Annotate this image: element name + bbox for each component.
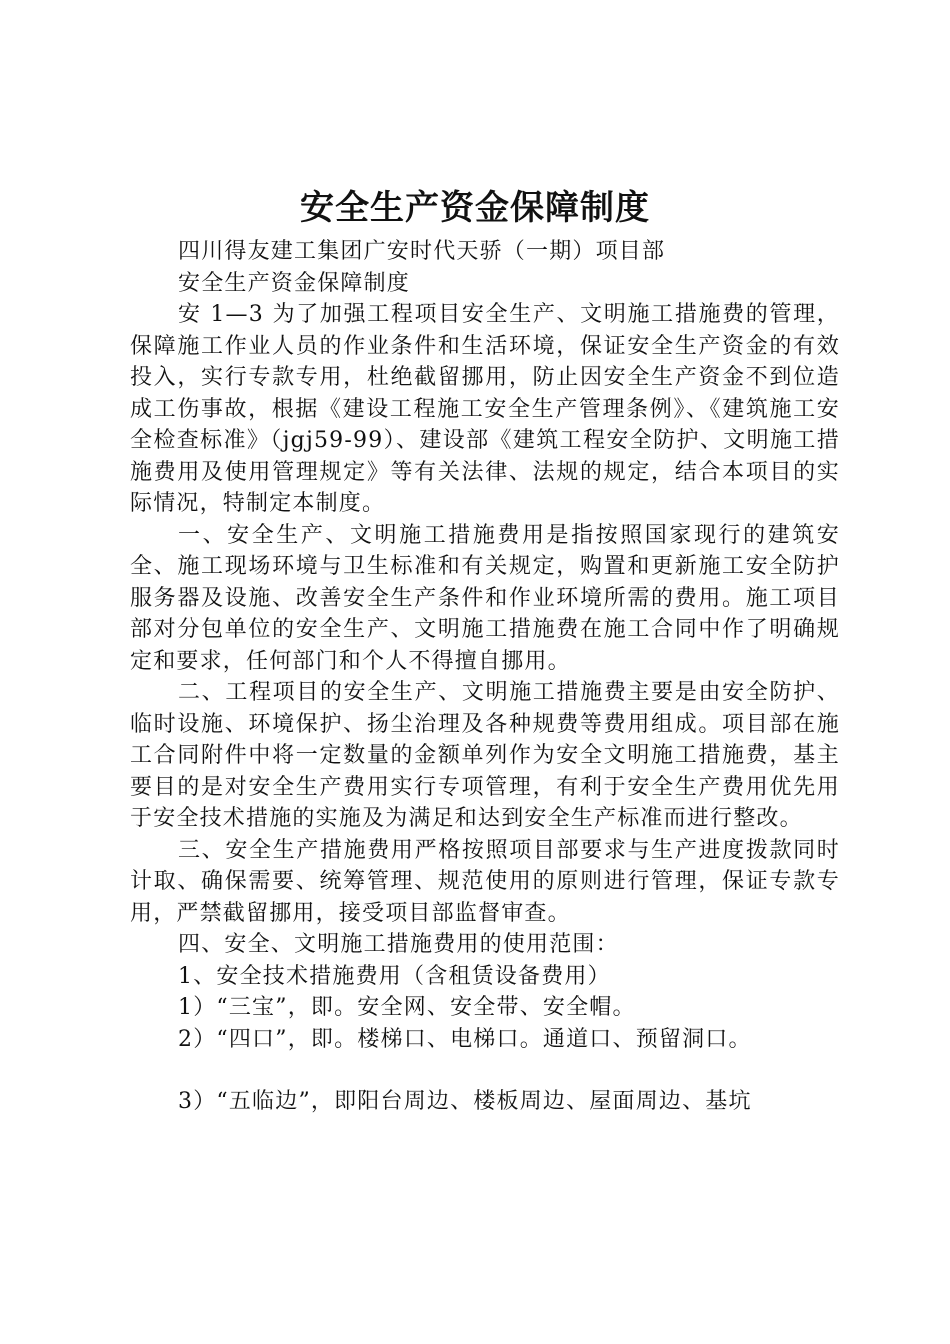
project-department-line: 四川得友建工集团广安时代天骄（一期）项目部	[178, 239, 666, 264]
section-one-paragraph: 一、安全生产、文明施工措施费用是指按照国家现行的建筑安全、施工现场环境与卫生标准和有关规定，购置和更新施工安全防护服务器及设施、改善安全生产条件和作业环境所需的费用。施工项目部对分包单位的安全生产、文明施工措施费在施工合同中作了明确规定和要求，任何部门和个人不得擅自挪用。	[130, 522, 840, 674]
list-item: 1）“三宝”，即。安全网、安全带、安全帽。	[178, 995, 636, 1020]
list-item: 1、安全技术措施费用（含租赁设备费用）	[178, 963, 611, 989]
subtitle-line: 安全生产资金保障制度	[178, 270, 411, 296]
document-body	[130, 236, 840, 1118]
document-title: 安全生产资金保障制度	[300, 188, 650, 228]
list-item: 2）“四口”，即。楼梯口、电梯口。通道口、预留洞口。	[178, 1026, 752, 1052]
list-item: 3）“五临边”，即阳台周边、楼板周边、屋面周边、基坑	[178, 1089, 752, 1114]
section-four-heading: 四、安全、文明施工措施费用的使用范围：	[178, 932, 619, 957]
intro-paragraph: 安 1—3 为了加强工程项目安全生产、文明施工措施费的管理，保障施工作业人员的作业条件和生活环境，保证安全生产资金的有效投入，实行专款专用，杜绝截留挪用，防止因安全生产资金不到位造成工伤事故，根据《建设工程施工安全生产管理条例》、《建筑施工安全检查标准》（jgj59-99）、建设部《建筑工程安全防护、文明施工措施费用及使用管理规定》等有关法律、法规的规定，结合本项目的实际情况，特制定本制度。	[130, 302, 840, 516]
paragraph-gap	[130, 1055, 840, 1086]
section-two-paragraph: 二、工程项目的安全生产、文明施工措施费主要是由安全防护、临时设施、环境保护、扬尘治理及各种规费等费用组成。项目部在施工合同附件中将一定数量的金额单列作为安全文明施工措施费，基主要目的是对安全生产费用实行专项管理，有利于安全生产费用优先用于安全技术措施的实施及为满足和达到安全生产标准而进行整改。	[130, 680, 840, 831]
section-three-paragraph: 三、安全生产措施费用严格按照项目部要求与生产进度拨款同时计取、确保需要、统筹管理、规范使用的原则进行管理，保证专款专用，严禁截留挪用，接受项目部监督审查。	[130, 837, 840, 926]
